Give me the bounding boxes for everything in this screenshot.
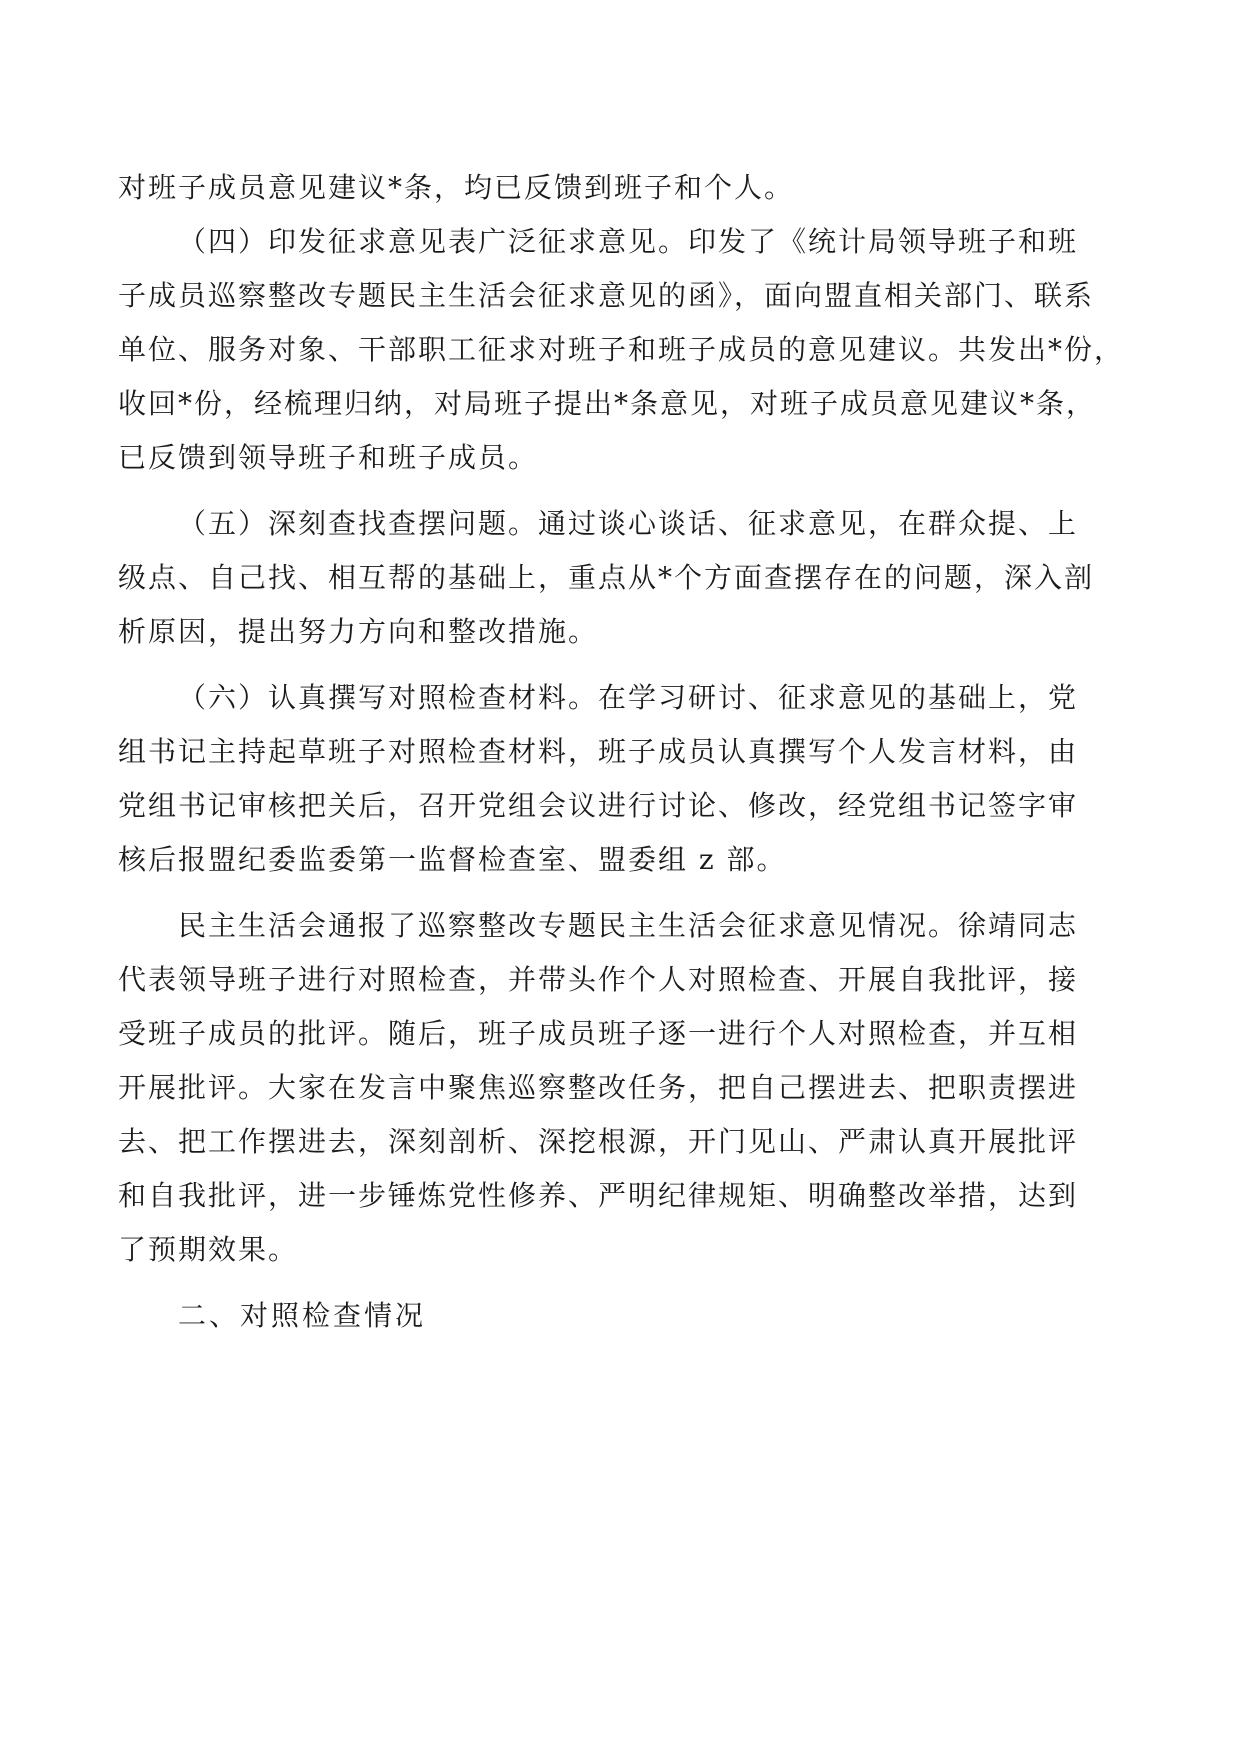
paragraph-line: 代表领导班子进行对照检查，并带头作个人对照检查、开展自我批评，接	[118, 963, 1079, 996]
paragraph-line: （六）认真撰写对照检查材料。在学习研讨、征求意见的基础上，党	[178, 681, 1079, 714]
section-heading: 二、对照检查情况	[178, 1299, 427, 1332]
paragraph-line: 析原因，提出努力方向和整改措施。	[118, 615, 599, 648]
paragraph-line: 党组书记审核把关后，召开党组会议进行讨论、修改，经党组书记签字审	[118, 789, 1079, 822]
paragraph-line: 收回*份，经梳理归纳，对局班子提出*条意见，对班子成员意见建议*条，	[118, 387, 1097, 420]
paragraph-line: 民主生活会通报了巡察整改专题民主生活会征求意见情况。徐靖同志	[178, 909, 1079, 942]
paragraph-line: 开展批评。大家在发言中聚焦巡察整改任务，把自己摆进去、把职责摆进	[118, 1071, 1079, 1104]
paragraph-line: 已反馈到领导班子和班子成员。	[118, 441, 539, 474]
paragraph-line: （四）印发征求意见表广泛征求意见。印发了《统计局领导班子和班	[178, 225, 1079, 258]
paragraph-line: 和自我批评，进一步锤炼党性修养、严明纪律规矩、明确整改举措，达到	[118, 1179, 1079, 1212]
paragraph-line: 组书记主持起草班子对照检查材料，班子成员认真撰写个人发言材料，由	[118, 735, 1079, 768]
paragraph-line: 对班子成员意见建议*条，均已反馈到班子和个人。	[118, 171, 795, 204]
paragraph-line: 子成员巡察整改专题民主生活会征求意见的函》，面向盟直相关部门、联系	[118, 279, 1095, 312]
paragraph-line: （五）深刻查找查摆问题。通过谈心谈话、征求意见，在群众提、上	[178, 507, 1079, 540]
paragraph-line: 了预期效果。	[118, 1233, 299, 1266]
paragraph-line: 受班子成员的批评。随后，班子成员班子逐一进行个人对照检查，并互相	[118, 1017, 1079, 1050]
paragraph-line: 级点、自己找、相互帮的基础上，重点从*个方面查摆存在的问题，深入剖	[118, 561, 1095, 594]
paragraph-line: 去、把工作摆进去，深刻剖析、深挖根源，开门见山、严肃认真开展批评	[118, 1125, 1079, 1158]
paragraph-line: 单位、服务对象、干部职工征求对班子和班子成员的意见建议。共发出*份，	[118, 333, 1125, 366]
paragraph-line: 核后报盟纪委监委第一监督检查室、盟委组 z 部。	[118, 843, 787, 876]
